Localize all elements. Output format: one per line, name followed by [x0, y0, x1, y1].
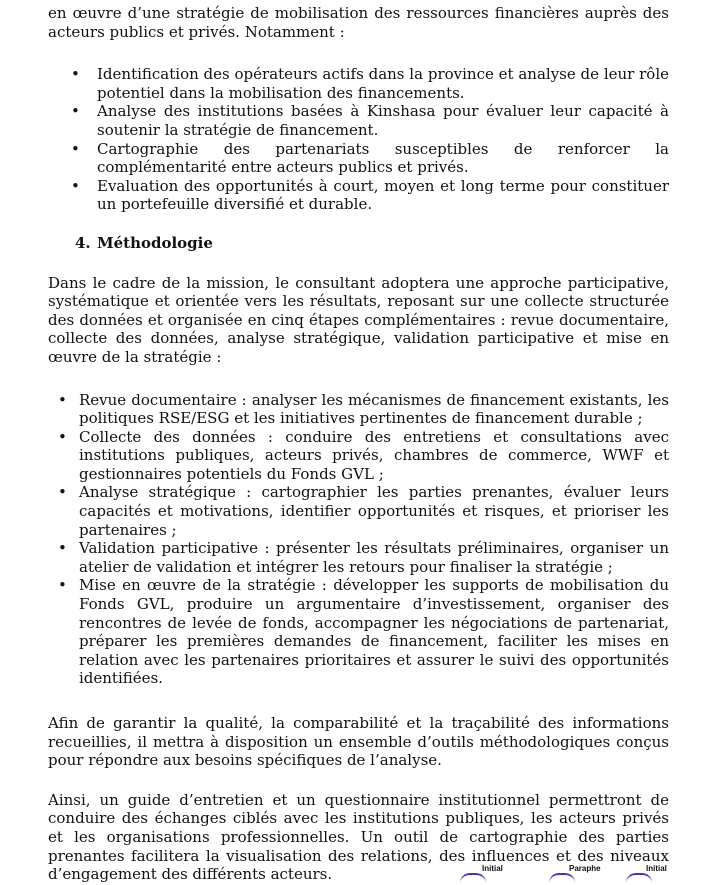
list-item: • Evaluation des opportunités à court, moyen et long terme pour constituer un portefeuille diversifié et durable.	[97, 177, 669, 214]
stamp-label: Paraphe	[569, 864, 601, 873]
intro-paragraph: en œuvre d’une stratégie de mobilisation des ressources financières auprès des acteurs publics et privés. Notamment :	[48, 4, 669, 41]
signature-mark	[626, 873, 652, 885]
methodology-paragraph: Dans le cadre de la mission, le consultant adoptera une approche participative, systématique et orientée vers les résultats, reposant sur une collecte structurée des données et organisée en cinq étapes complémentaires : revue documentaire, collecte des données, analyse stratégique, validation participative et mise en œuvre de la stratégie :	[48, 273, 669, 366]
section-heading	[48, 234, 669, 253]
list-item: • Analyse stratégique : cartographier les parties prenantes, évaluer leurs capacités et motivations, identifier opportunités et risques, et prioriser les partenaires ;	[79, 483, 669, 539]
list-item: • Cartographie des partenariats susceptibles de renforcer la complémentarité entre acteurs publics et privés.	[97, 140, 669, 177]
list-item: • Revue documentaire : analyser les mécanismes de financement existants, les politiques RSE/ESG et les initiatives pertinentes de financement durable ;	[79, 391, 669, 428]
footer-stamps	[0, 864, 711, 876]
stamp-label: Initial	[482, 864, 503, 873]
stamp-label: Initial	[646, 864, 667, 873]
document-page	[48, 0, 669, 884]
quality-paragraph: Afin de garantir la qualité, la comparabilité et la traçabilité des informations recueillies, il mettra à disposition un ensemble d’outils méthodologiques conçus pour répondre aux besoins spécifiques de l’analyse.	[48, 714, 669, 770]
steps-list	[48, 391, 669, 689]
tools-paragraph: Ainsi, un guide d’entretien et un questionnaire institutionnel permettront de conduire des échanges ciblés avec les institutions publiques, les acteurs privés et les organisations professionnelles. Un outil de cartographie des parties prenantes facilitera la visualisation des relations, des influences et des niveaux d’engagement des différents acteurs.	[48, 790, 669, 884]
list-item: • Identification des opérateurs actifs dans la province et analyse de leur rôle potentiel dans la mobilisation des financements.	[97, 65, 669, 102]
signature-mark	[549, 873, 575, 885]
list-item: • Analyse des institutions basées à Kinshasa pour évaluer leur capacité à soutenir la stratégie de financement.	[97, 102, 669, 139]
list-item: • Mise en œuvre de la stratégie : développer les supports de mobilisation du Fonds GVL, produire un argumentaire d’investissement, organiser des rencontres de levée de fonds, accompagner les négociations de partenariat, préparer les premières demandes de financement, faciliter les mises en relation avec les partenaires prioritaires et assurer le suivi des opportunités identifiées.	[79, 576, 669, 688]
section-number: 4.	[75, 233, 91, 252]
objectives-list	[48, 65, 669, 214]
signature-mark	[460, 873, 486, 885]
list-item: • Validation participative : présenter les résultats préliminaires, organiser un atelier de validation et intégrer les retours pour finaliser la stratégie ;	[79, 539, 669, 576]
list-item: • Collecte des données : conduire des entretiens et consultations avec institutions publiques, acteurs privés, chambres de commerce, WWF et gestionnaires potentiels du Fonds GVL ;	[79, 428, 669, 484]
section-title: Méthodologie	[97, 233, 213, 252]
